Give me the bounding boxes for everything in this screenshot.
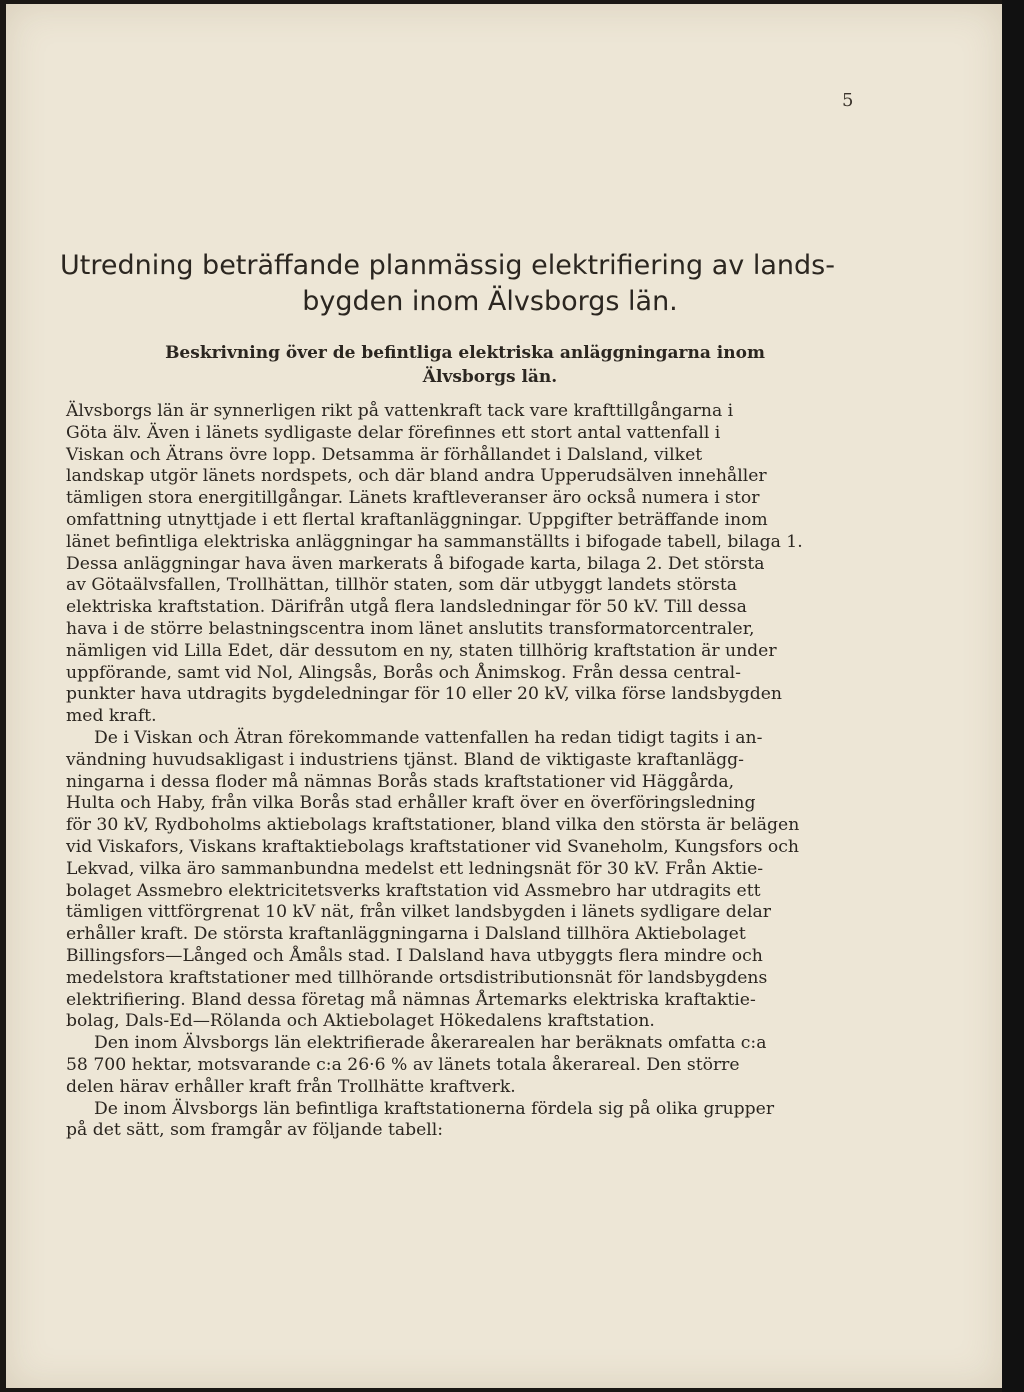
text-line: elektriska kraftstation. Därifrån utgå flera landsledningar för 50 kV. Till dessa xyxy=(66,597,747,618)
text-line: Den inom Älvsborgs län elektrifierade åkerarealen har beräknats omfatta c:a xyxy=(94,1033,767,1054)
section-heading xyxy=(60,341,890,389)
text-line: med kraft. xyxy=(66,706,157,727)
text-line: De i Viskan och Ätran förekommande vattenfallen ha redan tidigt tagits i an- xyxy=(94,727,763,748)
section-heading-line-1: Beskrivning över de befintliga elektriska anläggningarna inom xyxy=(165,343,765,363)
text-line: Göta älv. Även i länets sydligaste delar förefinnes ett stort antal vattenfall i xyxy=(66,422,721,443)
text-line: omfattning utnyttjade i ett flertal kraftanläggningar. Uppgifter beträffande inom xyxy=(66,509,768,530)
paragraph xyxy=(66,728,878,1033)
text-line: Hulta och Haby, från vilka Borås stad erhåller kraft över en överföringsledning xyxy=(66,793,756,814)
text-line: vid Viskafors, Viskans kraftaktiebolags kraftstationer vid Svaneholm, Kungsfors och xyxy=(66,836,799,857)
title-line-2: bygden inom Älvsborgs län. xyxy=(302,286,678,317)
text-line: Älvsborgs län är synnerligen rikt på vattenkraft tack vare krafttillgångarna i xyxy=(66,401,734,421)
section-heading-line-2: Älvsborgs län. xyxy=(422,367,558,387)
text-line: medelstora kraftstationer med tillhörande ortsdistributionsnät för landsbygdens xyxy=(66,967,768,988)
paragraph xyxy=(66,401,878,728)
text-line: hava i de större belastningscentra inom länet anslutits transformatorcentraler, xyxy=(66,618,755,639)
text-line: av Götaälvsfallen, Trollhättan, tillhör staten, som där utbyggt landets största xyxy=(66,575,738,596)
text-line: Lekvad, vilka äro sammanbundna medelst ett ledningsnät för 30 kV. Från Aktie- xyxy=(66,858,764,879)
text-line: bolaget Assmebro elektricitetsverks kraftstation vid Assmebro har utdragits ett xyxy=(66,880,761,901)
text-line: länet befintliga elektriska anläggningar ha sammanställts i bifogade tabell, bilaga 1. xyxy=(66,531,803,552)
text-line: uppförande, samt vid Nol, Alingsås, Borås och Ånimskog. Från dessa central- xyxy=(66,662,741,683)
text-line: Billingsfors—Långed och Åmåls stad. I Dalsland hava utbyggts flera mindre och xyxy=(66,945,763,966)
text-line: De inom Älvsborgs län befintliga kraftstationerna fördela sig på olika grupper xyxy=(94,1098,775,1119)
text-line: tämligen stora energitillgångar. Länets kraftleveranser äro också numera i stor xyxy=(66,488,760,509)
document-page xyxy=(6,4,1002,1388)
text-line: för 30 kV, Rydboholms aktiebolags kraftstationer, bland vilka den största är belägen xyxy=(66,815,800,836)
text-line: ningarna i dessa floder må nämnas Borås stads kraftstationer vid Häggårda, xyxy=(66,771,735,792)
text-line: nämligen vid Lilla Edet, där dessutom en ny, staten tillhörig kraftstation är under xyxy=(66,640,777,661)
text-line: vändning huvudsakligast i industriens tjänst. Bland de viktigaste kraftanlägg- xyxy=(66,749,744,770)
text-line: tämligen vittförgrenat 10 kV nät, från vilket landsbygden i länets sydligare delar xyxy=(66,902,771,923)
text-line: bolag, Dals-Ed—Rölanda och Aktiebolaget Hökedalens kraftstation. xyxy=(66,1011,655,1032)
body-text xyxy=(66,401,878,1142)
title-line-1: Utredning beträffande planmässig elektrifiering av lands- xyxy=(60,250,835,281)
text-line: Viskan och Ätrans övre lopp. Detsamma är förhållandet i Dalsland, vilket xyxy=(66,444,703,465)
text-line: på det sätt, som framgår av följande tabell: xyxy=(66,1120,444,1141)
scan-edge xyxy=(1002,0,1024,1392)
text-line: landskap utgör länets nordspets, och där bland andra Upperudsälven innehåller xyxy=(66,466,767,487)
paragraph xyxy=(66,1099,878,1143)
text-line: 58 700 hektar, motsvarande c:a 26·6 % av länets totala åkerareal. Den större xyxy=(66,1054,740,1075)
text-line: elektrifiering. Bland dessa företag må nämnas Årtemarks elektriska kraftaktie- xyxy=(66,989,756,1010)
text-line: erhåller kraft. De största kraftanläggningarna i Dalsland tillhöra Aktiebolaget xyxy=(66,924,746,945)
page-number: 5 xyxy=(842,90,854,111)
text-line: Dessa anläggningar hava även markerats å bifogade karta, bilaga 2. Det största xyxy=(66,553,765,574)
text-line: delen härav erhåller kraft från Trollhätte kraftverk. xyxy=(66,1076,516,1097)
paragraph xyxy=(66,1033,878,1098)
text-line: punkter hava utdragits bygdeledningar för 10 eller 20 kV, vilka förse landsbygden xyxy=(66,684,782,705)
page-title xyxy=(60,248,890,320)
